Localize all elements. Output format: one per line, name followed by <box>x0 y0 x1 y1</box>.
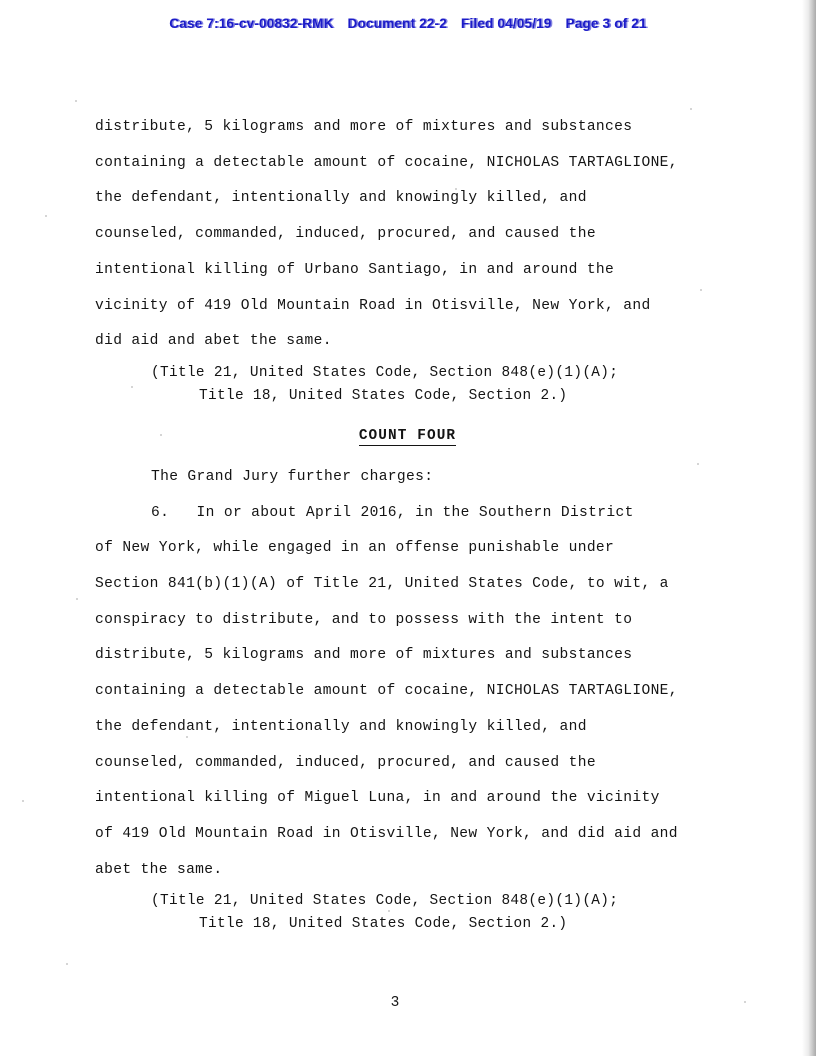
body-line: containing a detectable amount of cocaine, NICHOLAS TARTAGLIONE, <box>95 683 678 700</box>
grand-jury-line: The Grand Jury further charges: <box>151 468 434 485</box>
body-line: the defendant, intentionally and knowingly killed, and <box>95 190 587 207</box>
paragraph-six <box>95 496 720 889</box>
body-line: intentional killing of Urbano Santiago, in and around the <box>95 261 615 278</box>
page-number: 3 <box>390 995 400 1011</box>
body-line: containing a detectable amount of cocaine, NICHOLAS TARTAGLIONE, <box>95 154 678 171</box>
body-line: the defendant, intentionally and knowingly killed, and <box>95 718 587 735</box>
body-line: vicinity of 419 Old Mountain Road in Otisville, New York, and <box>95 297 651 314</box>
stamp-case-number: Case 7:16-cv-00832-RMK Case 7:16-cv-00832-RMK <box>169 16 333 31</box>
document-body <box>95 110 720 936</box>
citation-block-two <box>95 890 720 936</box>
citation-line: Title 18, United States Code, Section 2.) <box>199 916 568 933</box>
stamp-filed-date: Filed 04/05/19 Filed 04/05/19 <box>461 16 552 31</box>
citation-line: (Title 21, United States Code, Section 848(e)(1)(A); <box>151 893 619 910</box>
scan-speck <box>700 289 702 291</box>
body-line: of New York, while engaged in an offense punishable under <box>95 540 615 557</box>
scan-speck <box>388 910 390 912</box>
body-line: of 419 Old Mountain Road in Otisville, New York, and did aid and <box>95 825 678 842</box>
scan-speck <box>690 108 692 110</box>
scan-speck <box>76 598 78 600</box>
scan-speck <box>186 736 188 738</box>
scan-speck <box>131 386 133 388</box>
body-line: 6. In or about April 2016, in the Southern District <box>151 504 634 521</box>
ecf-header-stamp <box>0 16 816 31</box>
citation-line: Title 18, United States Code, Section 2.) <box>199 387 568 404</box>
count-heading-text: COUNT FOUR <box>358 427 457 444</box>
scan-speck <box>455 188 457 190</box>
body-line: distribute, 5 kilograms and more of mixtures and substances <box>95 119 633 135</box>
body-line: did aid and abet the same. <box>95 333 332 350</box>
body-line: abet the same. <box>95 861 223 878</box>
scan-speck <box>160 434 162 436</box>
citation-block-one <box>95 362 720 408</box>
scan-speck <box>22 800 24 802</box>
body-line: distribute, 5 kilograms and more of mixtures and substances <box>95 647 633 664</box>
stamp-page-indicator: Page 3 of 21 Page 3 of 21 <box>566 16 647 31</box>
paragraph-continued <box>95 110 720 360</box>
body-line: conspiracy to distribute, and to possess with the intent to <box>95 611 633 628</box>
scan-speck <box>75 100 77 102</box>
body-line: intentional killing of Miguel Luna, in and around the vicinity <box>95 790 660 807</box>
body-line: counseled, commanded, induced, procured, and caused the <box>95 226 596 243</box>
scan-speck <box>744 1001 746 1003</box>
citation-line: (Title 21, United States Code, Section 848(e)(1)(A); <box>151 364 619 381</box>
scan-speck <box>697 463 699 465</box>
body-line: Section 841(b)(1)(A) of Title 21, United States Code, to wit, a <box>95 576 669 593</box>
scan-edge-shadow <box>802 0 816 1056</box>
count-heading <box>95 420 720 452</box>
stamp-document-number: Document 22-2 Document 22-2 <box>348 16 447 31</box>
scan-speck <box>45 215 47 217</box>
scan-speck <box>66 963 68 965</box>
body-line: counseled, commanded, induced, procured, and caused the <box>95 754 596 771</box>
